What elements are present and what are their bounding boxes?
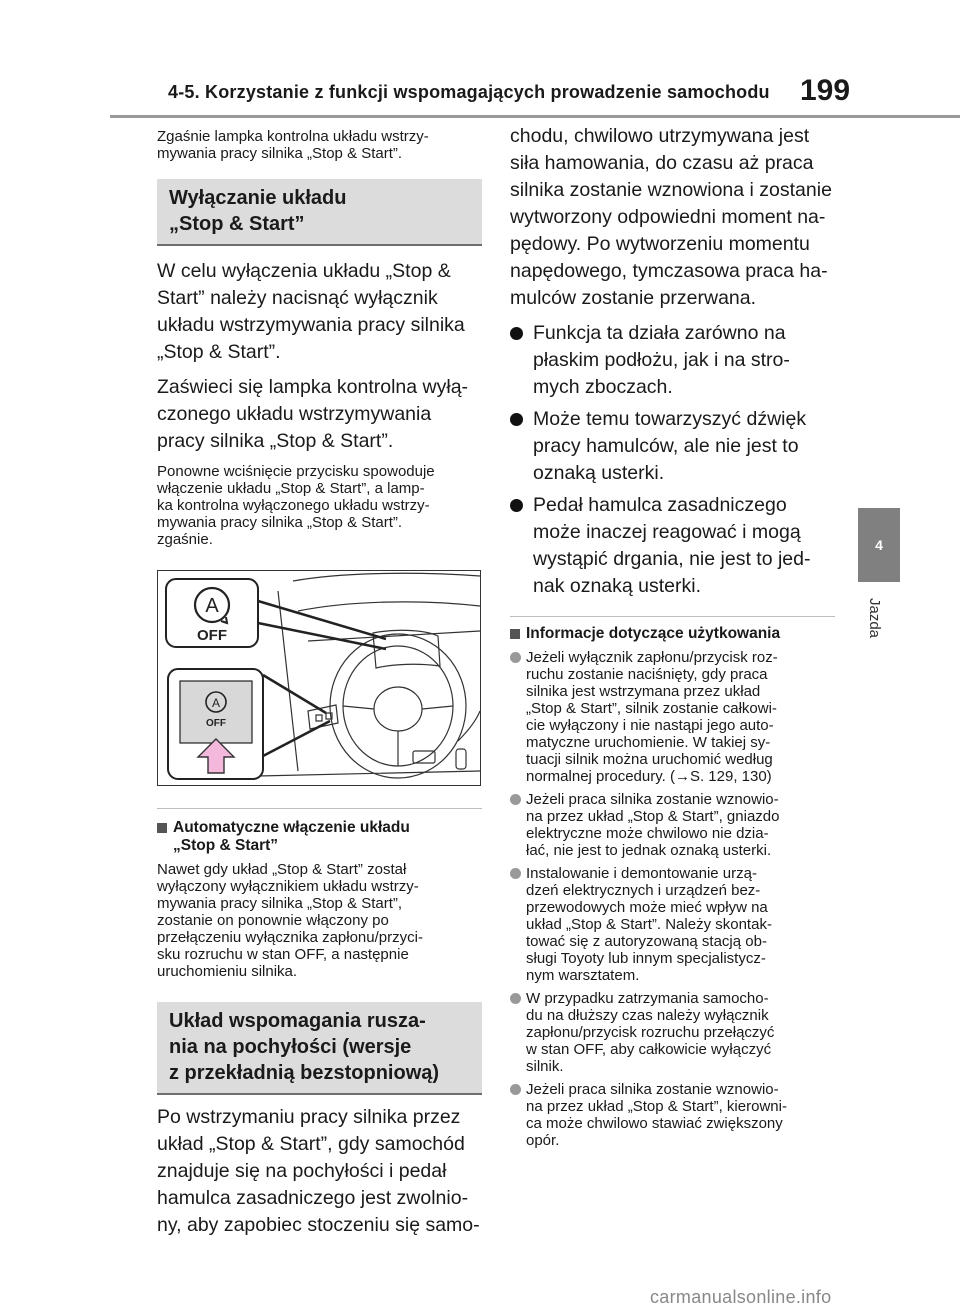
info-heading: Informacje dotyczące użytkowania (510, 625, 835, 643)
disable-paragraph-2: Zaświeci się lampka kontrolna wyłą- czonego układu wstrzymywania pracy silnika „Stop & Start”. (157, 376, 469, 452)
list-item: Pedał hamulca zasadniczego może inaczej reagować i mogą wystąpić drgania, nie jest to jed- nak oznaką usterki. (510, 492, 835, 600)
left-column (157, 128, 482, 1239)
button-label-large: OFF (197, 627, 227, 644)
running-header: 4-5. Korzystanie z funkcji wspomagających prowadzenie samochodu (168, 82, 770, 102)
divider (157, 808, 482, 809)
button-letter-small: A (211, 696, 221, 710)
info-item: Jeżeli praca silnika zostanie wznowio- na przez układ „Stop & Start”, kierowni- ca może chwilowo stawiać zwiększony opór. (510, 1081, 835, 1149)
disable-paragraph-1: W celu wyłączenia układu „Stop & Start” należy nacisnąć wyłącznik układu wstrzymywania pracy silnika „Stop & Start”. (157, 260, 465, 363)
hill-start-body: Po wstrzymaniu pracy silnika przez układ „Stop & Start”, gdy samochód znajduje się na pochyłości i pedał hamulca zasadniczego jest zwolnio- ny, aby zapobiec stoczeniu się samo- (157, 1106, 480, 1236)
bullet-icon (510, 993, 521, 1004)
section-heading-disable: Wyłączanie układu „Stop & Start” (157, 179, 482, 246)
chapter-number: 4 (875, 537, 883, 553)
square-bullet-icon (157, 823, 167, 833)
section-heading-hill-start: Układ wspomagania rusza- nia na pochyłości (wersje z przekładnią bezstopniową) (157, 1002, 482, 1095)
bullet-icon (510, 652, 521, 663)
watermark: carmanualsonline.info (650, 1287, 832, 1307)
hill-start-continuation: chodu, chwilowo utrzymywana jest siła hamowania, do czasu aż praca silnika zostanie wznowiona i zostanie wytworzony odpowiedni moment na- pędowy. Po wytworzeniu momentu napędowego, tymczasowa praca ha- mulców zostanie przerwana. (510, 125, 832, 309)
auto-on-heading: Automatyczne włączenie układu „Stop & Start” (157, 819, 482, 855)
dashboard-illustration (157, 570, 481, 786)
intro-text: Zgaśnie lampka kontrolna układu wstrzy- mywania pracy silnika „Stop & Start”. (157, 128, 429, 162)
bullet-icon (510, 413, 523, 426)
page-number: 199 (800, 74, 851, 107)
list-item: Może temu towarzyszyć dźwięk pracy hamulców, ale nie jest to oznaką usterki. (510, 406, 835, 487)
info-item: Jeżeli praca silnika zostanie wznowio- na przez układ „Stop & Start”, gniazdo elektryczne może chwilowo nie dzia- łać, nie jest to jednak oznaką usterki. (510, 791, 835, 859)
square-bullet-icon (510, 629, 520, 639)
button-letter-large: A (205, 595, 219, 617)
bullet-icon (510, 1084, 521, 1095)
info-item: Jeżeli wyłącznik zapłonu/przycisk roz- ruchu zostanie naciśnięty, gdy praca silnika jest wstrzymana przez układ „Stop & Start”, silnik zostanie całkowi- cie wyłączony i nie nastąpi jego auto- matyczne uruchomienie. W takiej sy- tuacji silnik można uruchomić według normalnej procedury. (→S. 129, 130) (510, 649, 835, 785)
bullet-icon (510, 794, 521, 805)
bullet-icon (510, 327, 523, 340)
info-item: W przypadku zatrzymania samocho- du na dłuższy czas należy wyłącznik zapłonu/przycisk rozruchu przełączyć w stan OFF, aby całkowicie wyłączyć silnik. (510, 990, 835, 1075)
header-rule (110, 115, 960, 118)
chapter-label: Jazda (866, 598, 883, 639)
chapter-tab[interactable] (858, 508, 900, 582)
right-column (510, 123, 835, 1149)
auto-on-body: Nawet gdy układ „Stop & Start” został wyłączony wyłącznikiem układu wstrzy- mywania pracy silnika „Stop & Start”, zostanie on ponownie włączony po przełączeniu wyłącznika zapłonu/przyci- sku rozruchu w stan OFF, a następnie uruchomieniu silnika. (157, 861, 423, 980)
button-label-small: OFF (206, 718, 226, 729)
info-item: Instalowanie i demontowanie urzą- dzeń elektrycznych i urządzeń bez- przewodowych może mieć wpływ na układ „Stop & Start”. Należy skontak- tować się z autoryzowaną stacją ob- sługi Toyoty lub innym specjalistycz- nym warsztatem. (510, 865, 835, 984)
disable-note: Ponowne wciśnięcie przycisku spowoduje włączenie układu „Stop & Start”, a lamp- ka kontrolna wyłączonego układu wstrzy- mywania pracy silnika „Stop & Start”. zgaśnie. (157, 463, 435, 548)
bullet-icon (510, 499, 523, 512)
dashboard-drawing (158, 571, 480, 785)
bullet-icon (510, 868, 521, 879)
divider (510, 616, 835, 617)
list-item: Funkcja ta działa zarówno na płaskim podłożu, jak i na stro- mych zboczach. (510, 320, 835, 401)
